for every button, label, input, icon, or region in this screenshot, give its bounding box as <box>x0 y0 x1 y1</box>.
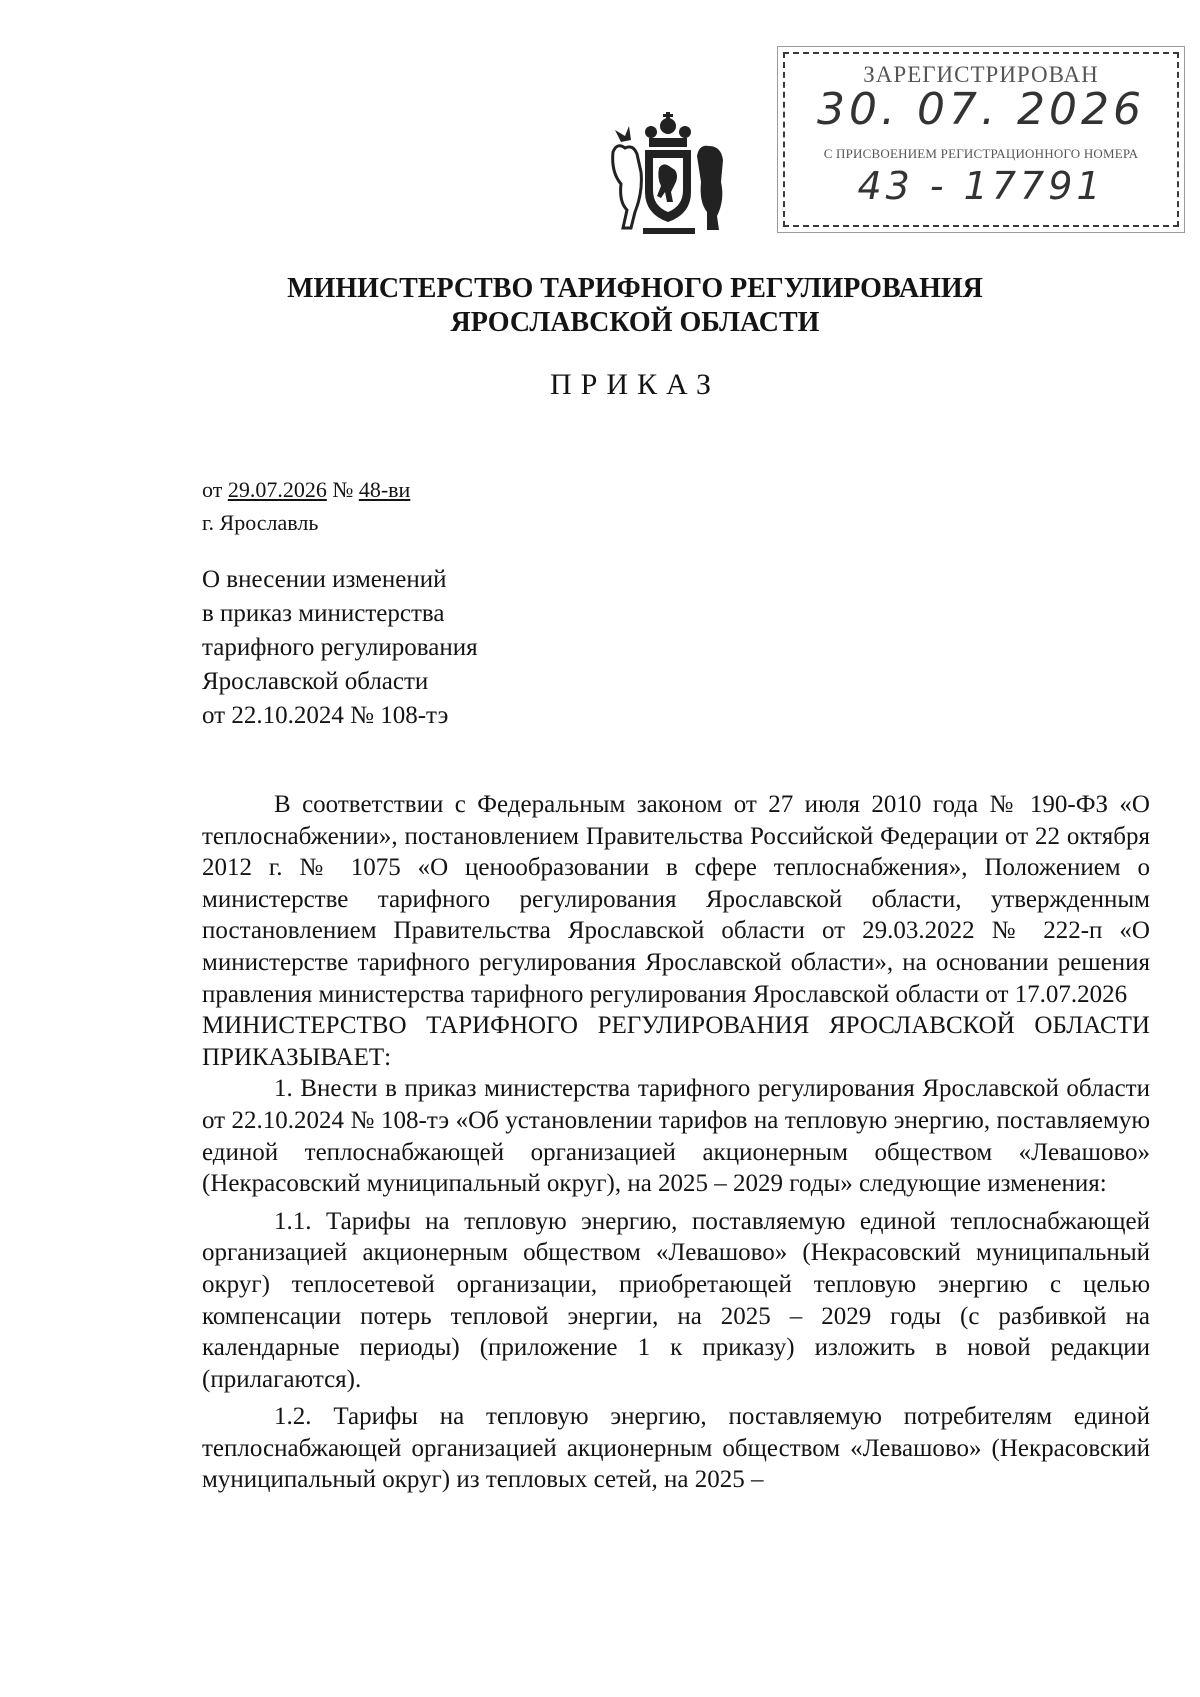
stamp-title: ЗАРЕГИСТРИРОВАН <box>863 62 1099 87</box>
order-body <box>202 789 1150 1496</box>
item-1-1-paragraph: 1.1. Тарифы на тепловую энергию, поставляемую единой теплоснабжающей организацией акционерным обществом «Левашово» (Некрасовский муниципальный округ) теплосетевой организации, приобретающей тепловую энергию с целью компенсации потерь тепловой энергии, на 2025 – 2029 годы (с разбивкой на календарные периоды) (приложение 1 к приказу) изложить в новой редакции (прилагаются). <box>202 1207 1150 1393</box>
registration-stamp <box>783 52 1179 227</box>
document-type <box>0 368 1200 402</box>
subject-line: тарифного регулирования <box>202 634 478 661</box>
preamble-paragraph: В соответствии с Федеральным законом от 27 июля 2010 года № 190-ФЗ «О теплоснабжении», постановлением Правительства Российской Федерации от 22 октября 2012 г. № 1075 «О ценообразовании в сфере теплоснабжения», Положением о министерстве тарифного регулирования Ярославской области, утвержденным постановлением Правительства Ярославской области от 29.03.2022 № 222-п «О министерстве тарифного регулирования Ярославской области», на основании решения правления министерства тарифного регулирования Ярославской области от 17.07.2026 <box>202 791 1150 1008</box>
subject-line: Ярославской области <box>202 668 429 695</box>
order-date: 29.07.2026 <box>227 477 327 502</box>
stamp-subtitle: С ПРИСВОЕНИЕМ РЕГИСТРАЦИОННОГО НОМЕРА <box>823 146 1139 161</box>
document-type-label: ПРИКАЗ <box>550 368 720 401</box>
order-meta <box>202 473 410 539</box>
date-prefix: от <box>202 477 228 502</box>
item-1-paragraph: 1. Внести в приказ министерства тарифного регулирования Ярославской области от 22.10.2024 № 108-тэ «Об установлении тарифов на тепловую энергию, поставляемую единой теплоснабжающей организацией акционерным обществом «Левашово» (Некрасовский муниципальный округ), на 2025 – 2029 годы» следующие изменения: <box>202 1075 1150 1198</box>
order-date-line <box>202 473 410 506</box>
subject-line: в приказ министерства <box>202 600 445 627</box>
order-subject <box>202 563 478 733</box>
stamp-registration-number: 43 - 17791 <box>857 164 1105 208</box>
item-1-2-paragraph: 1.2. Тарифы на тепловую энергию, поставляемую потребителям единой теплоснабжающей организацией акционерным обществом «Левашово» (Некрасовский муниципальный округ) из тепловых сетей, на 2025 – <box>202 1403 1150 1494</box>
stamp-date: 30. 07. 2026 <box>817 84 1145 135</box>
subject-line: от 22.10.2024 № 108-тэ <box>202 702 449 729</box>
order-number: 48-ви <box>358 477 411 502</box>
coat-of-arms-icon <box>603 112 733 242</box>
order-city: г. Ярославль <box>202 510 319 535</box>
ministry-name-line2: ЯРОСЛАВСКОЙ ОБЛАСТИ <box>450 307 820 338</box>
ministry-header <box>0 272 1200 340</box>
subject-line: О внесении изменений <box>202 566 447 593</box>
ministry-name-line1: МИНИСТЕРСТВО ТАРИФНОГО РЕГУЛИРОВАНИЯ <box>287 273 983 304</box>
orders-paragraph: МИНИСТЕРСТВО ТАРИФНОГО РЕГУЛИРОВАНИЯ ЯРОСЛАВСКОЙ ОБЛАСТИ ПРИКАЗЫВАЕТ: <box>202 1012 1150 1071</box>
number-prefix: № <box>326 477 359 502</box>
